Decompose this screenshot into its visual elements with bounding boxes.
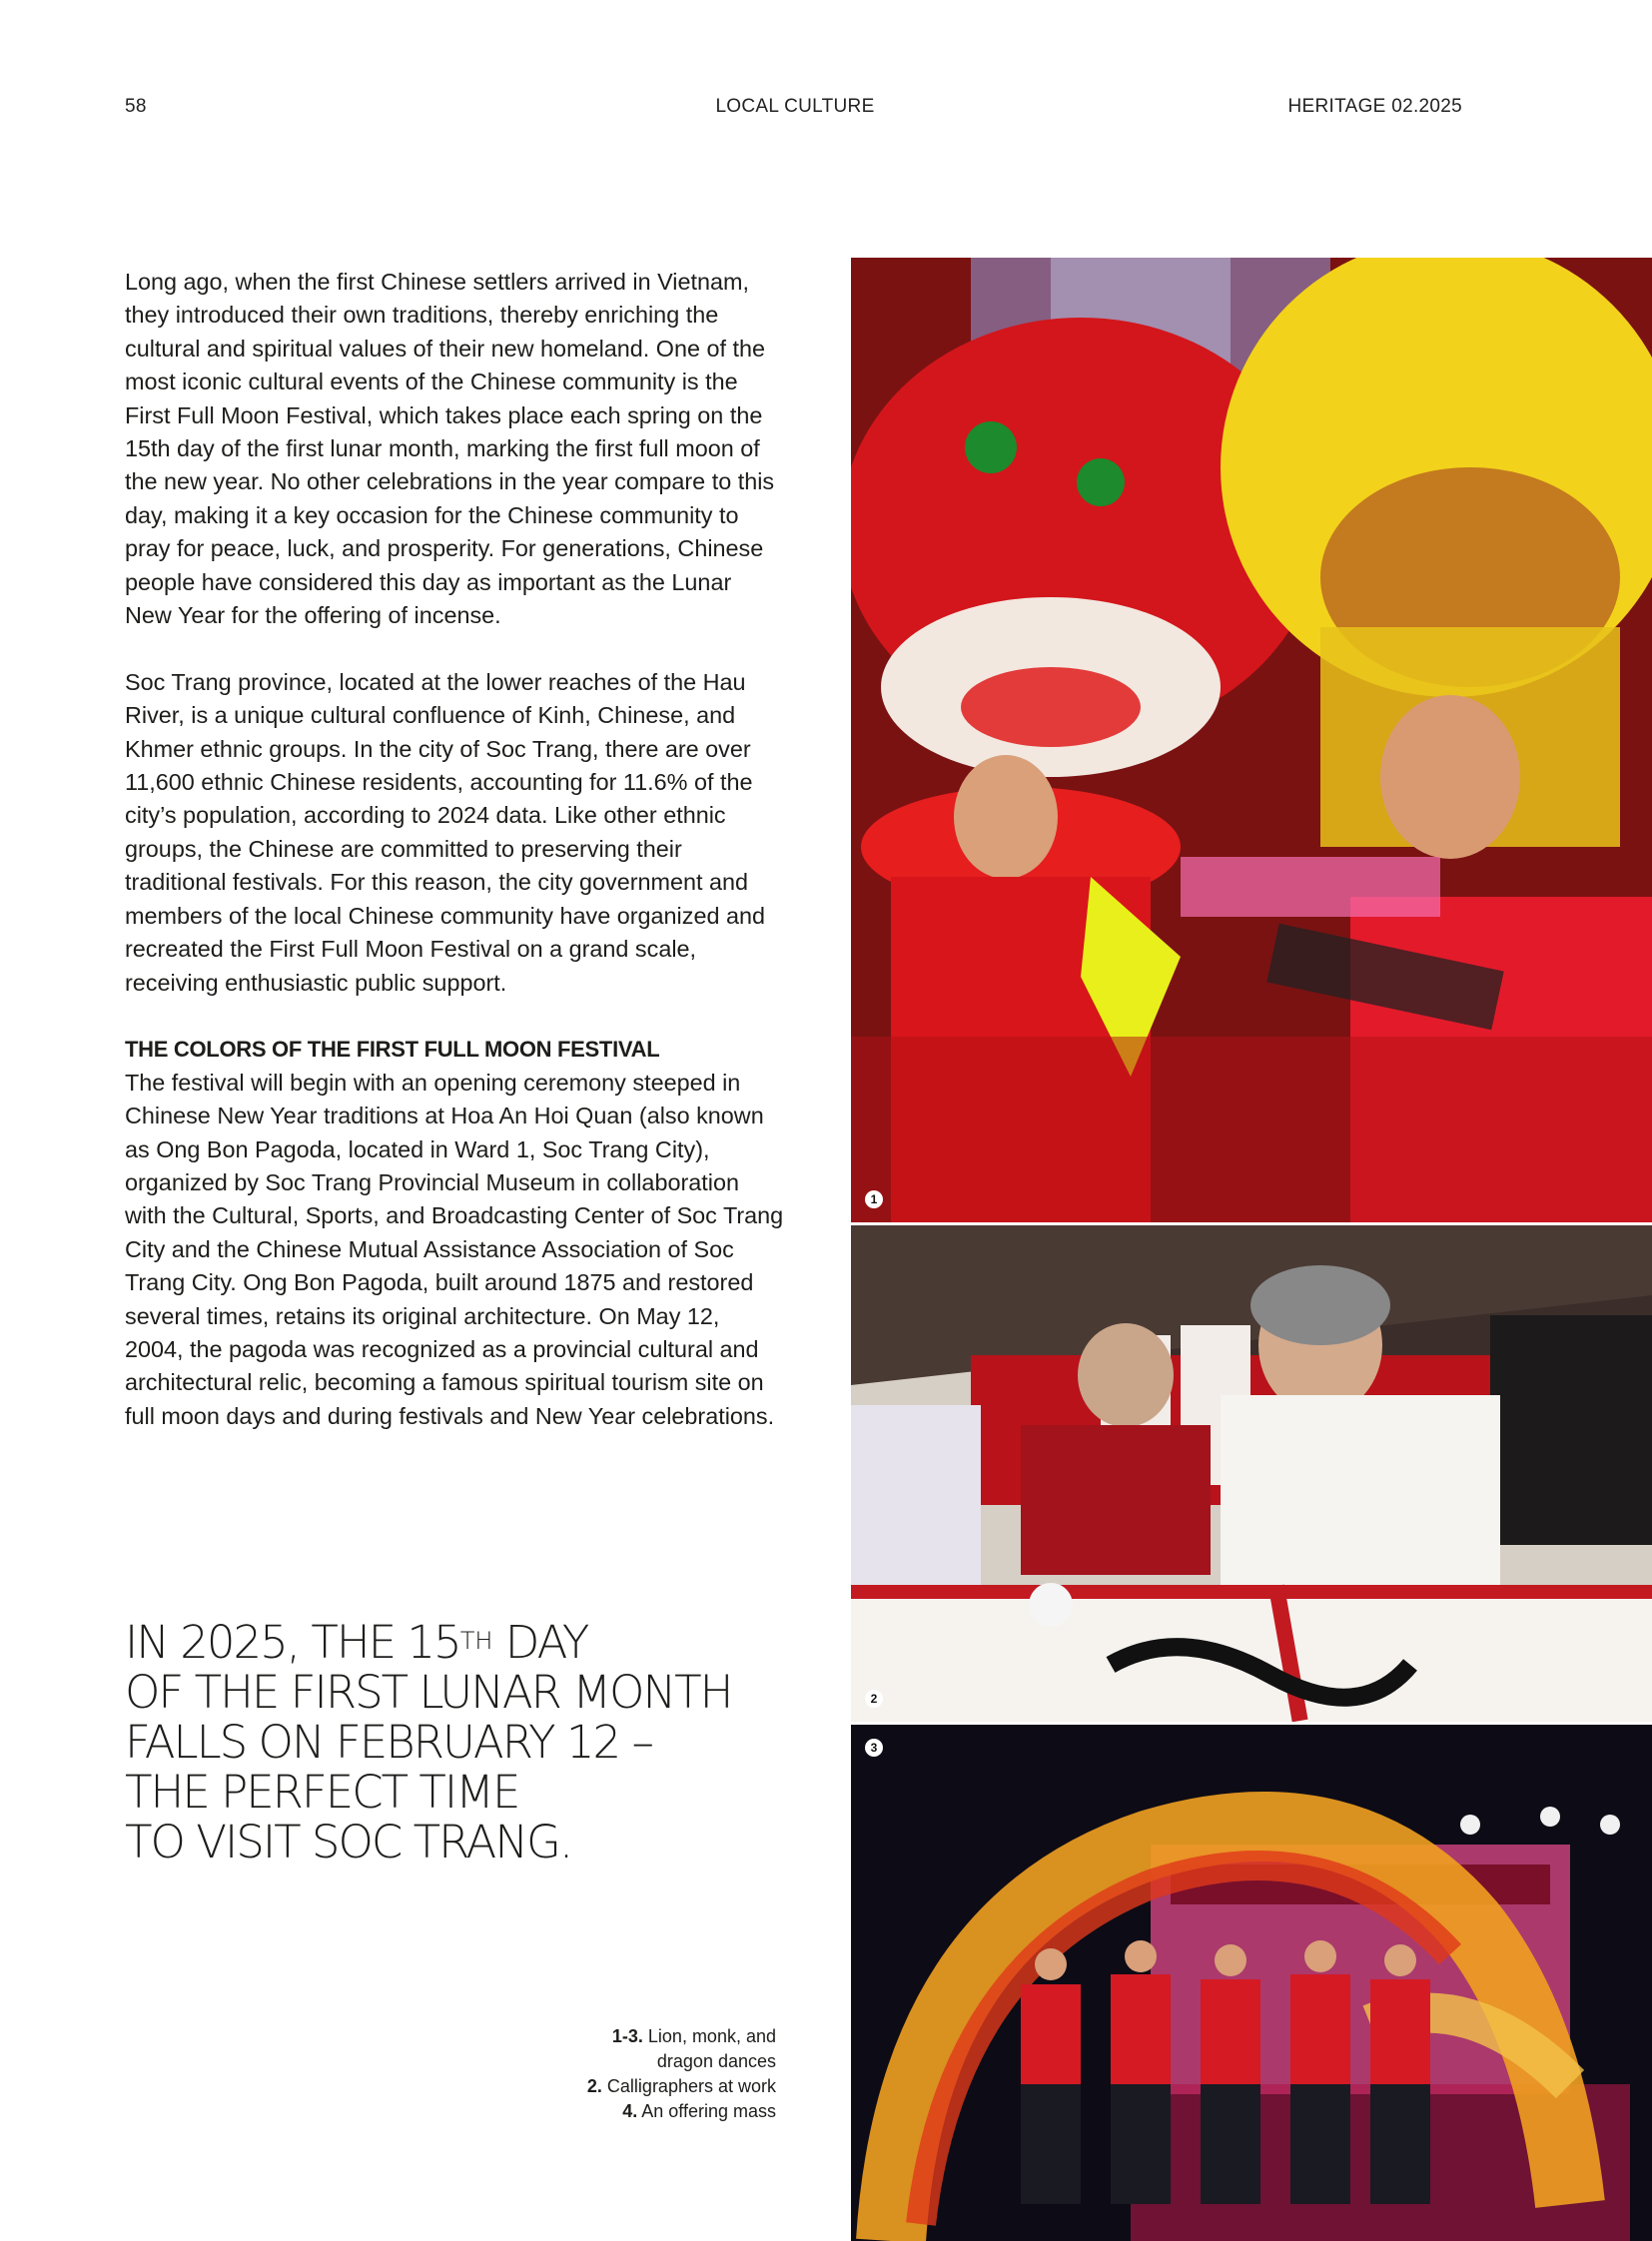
pull-quote-line-4: THE PERFECT TIME (125, 1766, 519, 1819)
photo-badge-3: 3 (865, 1739, 883, 1757)
caption-1: 1-3. Lion, monk, and (611, 2026, 776, 2046)
calligraphers-photo (851, 1225, 1652, 1722)
article-paragraph-3: The festival will begin with an opening ceremony steeped in Chinese New Year traditions at Hoa An Hoi Quan (also known as Ong Bon Pagoda, located in Ward 1, Soc Trang City), organized by Soc Trang Provincial Museum in collaboration with the Cultural, Sports, and Broadcasting Center of Soc Trang City and the Chinese Mutual Assistance Association of Soc Trang City. Ong Bon Pagoda, built around 1875 and restored several times, retains its original architecture. On May 12, 2004, the pagoda was recognized as a provincial cultural and architectural relic, becoming a famous spiritual tourism site on full moon days and during festivals and New Year celebrations. (125, 1069, 784, 1429)
article-subheading: THE COLORS OF THE FIRST FULL MOON FESTIVAL (125, 1037, 660, 1063)
pull-quote-line-2: OF THE FIRST LUNAR MONTH (125, 1666, 732, 1719)
pull-quote-line-3: FALLS ON FEBRUARY 12 – (125, 1716, 652, 1769)
pull-quote (125, 1618, 824, 1868)
pull-quote-line-5: TO VISIT SOC TRANG. (125, 1816, 572, 1868)
article-paragraph-2: Soc Trang province, located at the lower reaches of the Hau River, is a unique cultural confluence of Kinh, Chinese, and Khmer ethnic groups. In the city of Soc Trang, there are over 11,600 ethnic Chinese residents, accounting for 11.6% of the city’s population, according to 2024 data. Like other ethnic groups, the Chinese are committed to preserving their traditional festivals. For this reason, the city government and members of the local Chinese community have organized and recreated the First Full Moon Festival on a grand scale, receiving enthusiastic public support. (125, 668, 765, 996)
section-title: LOCAL CULTURE (715, 96, 875, 117)
caption-2: 2. Calligraphers at work (586, 2076, 776, 2096)
pull-quote-line-1: IN 2025, THE 15TH DAY (125, 1616, 588, 1669)
article-body (125, 266, 784, 1467)
ordinal-superscript: TH (459, 1627, 493, 1655)
dragon-dance-photo (851, 1725, 1652, 2241)
photo-badge-1: 1 (865, 1190, 883, 1208)
photo-badge-2: 2 (865, 1690, 883, 1708)
photo-captions (476, 2024, 776, 2124)
lion-dance-photo (851, 258, 1652, 1222)
caption-3: 4. An offering mass (622, 2101, 776, 2121)
article-paragraph-1: Long ago, when the first Chinese settlers arrived in Vietnam, they introduced their own traditions, thereby enriching the cultural and spiritual values of their new homeland. One of the most iconic cultural events of the Chinese community is the First Full Moon Festival, which takes place each spring on the 15th day of the first lunar month, marking the first full moon of the new year. No other celebrations in the year compare to this day, making it a key occasion for the Chinese community to pray for peace, luck, and prosperity. For generations, Chinese people have considered this day as important as the Lunar New Year for the offering of incense. (125, 269, 775, 629)
page-number: 58 (125, 96, 147, 117)
caption-1-cont: dragon dances (656, 2051, 776, 2071)
issue-label: HERITAGE 02.2025 (1287, 96, 1462, 117)
